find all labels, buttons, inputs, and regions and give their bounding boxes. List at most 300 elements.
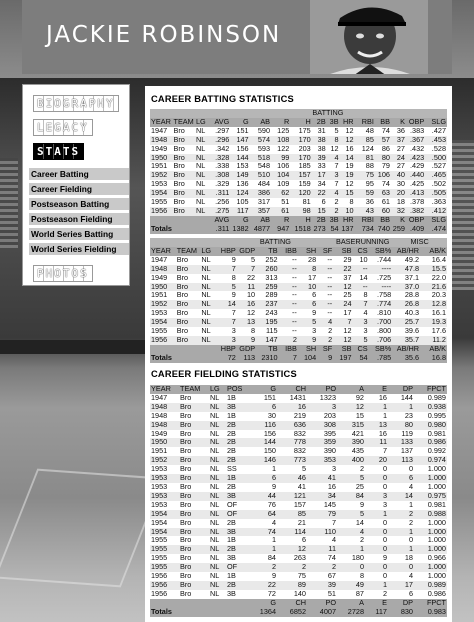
table-cell: 88: [365, 162, 374, 171]
table-cell: NL: [210, 465, 220, 474]
column-header: SB%: [369, 247, 393, 256]
table-cell: 5: [337, 510, 365, 519]
table-cell: 13: [365, 421, 388, 430]
table-cell: 1954: [150, 510, 179, 519]
table-cell: .423: [406, 154, 425, 163]
column-header: RBI: [355, 216, 375, 225]
column-header: IBB: [279, 247, 298, 256]
nav-legacy[interactable]: LEGACY: [33, 119, 93, 136]
table-cell: 20.3: [431, 291, 446, 300]
table-cell: 2B: [227, 429, 236, 438]
table-cell: 156: [236, 144, 249, 153]
table-cell: Bro: [179, 528, 209, 537]
table-cell: 8: [298, 265, 317, 274]
table-cell: 0: [408, 536, 413, 545]
table-cell: 30: [267, 411, 276, 420]
table-cell: Bro: [180, 465, 192, 474]
table-cell: 357: [250, 207, 271, 216]
table-cell: 203: [323, 411, 336, 420]
table-cell: 16.1: [431, 309, 446, 318]
table-cell: NL: [210, 482, 220, 491]
table-cell: NL: [200, 300, 217, 309]
table-cell: 1: [271, 536, 276, 545]
table-cell: 0: [408, 465, 413, 474]
totals-cell: 9: [317, 354, 333, 363]
column-header: GDP: [237, 247, 256, 256]
group-label: MISC: [392, 238, 447, 247]
table-cell: Bro: [180, 554, 192, 563]
nav-biography[interactable]: BIOGRAPHY: [33, 95, 119, 112]
table-cell: 51: [327, 589, 336, 598]
table-cell: Bro: [179, 438, 209, 447]
header-row: [150, 385, 447, 394]
column-header: E: [365, 385, 388, 394]
totals-cell: 197: [333, 354, 352, 363]
table-cell: NL: [209, 403, 226, 412]
table-cell: 49: [337, 581, 365, 590]
column-header: POS: [226, 385, 251, 394]
page-header: [22, 0, 452, 74]
table-cell: NL: [195, 207, 209, 216]
table-cell: 80: [375, 154, 391, 163]
group-label: BASERUNNING: [333, 238, 392, 247]
table-cell: 2: [317, 336, 333, 345]
nav-career-batting[interactable]: Career Batting: [29, 168, 129, 180]
table-cell: 32: [391, 207, 406, 216]
table-cell: 144: [230, 154, 249, 163]
table-cell: 37.0: [392, 283, 420, 292]
table-cell: 109: [277, 180, 290, 189]
column-header: SLG: [425, 216, 447, 225]
table-cell: 4: [408, 482, 413, 491]
table-row: [150, 136, 447, 145]
column-header: AB/HR: [392, 345, 420, 354]
column-header: SF: [317, 247, 333, 256]
table-cell: .297: [215, 126, 230, 135]
totals-cell: 734: [355, 225, 375, 234]
table-cell: 12: [345, 180, 354, 189]
table-cell: 2B: [226, 545, 251, 554]
table-cell: NL: [210, 572, 220, 581]
table-cell: 17: [343, 309, 352, 318]
column-header: BB: [375, 118, 391, 127]
table-cell: 590: [257, 126, 271, 135]
table-cell: 6: [251, 403, 277, 412]
table-cell: 25: [355, 482, 364, 491]
table-cell: 12: [345, 126, 354, 135]
table-cell: 2: [307, 563, 337, 572]
table-cell: OF: [226, 510, 251, 519]
table-cell: 289: [265, 291, 278, 300]
table-cell: 773: [277, 456, 307, 465]
group-header-row: [150, 238, 447, 247]
table-cell: 315: [337, 421, 365, 430]
table-cell: .432: [410, 144, 425, 153]
table-cell: 15.5: [420, 265, 447, 274]
table-cell: --: [327, 273, 333, 282]
table-cell: 1953: [151, 482, 168, 491]
table-cell: 4: [337, 528, 365, 537]
career-fielding-table: [150, 385, 447, 617]
table-row: [150, 180, 447, 189]
table-row: [150, 438, 447, 447]
page-title: JACKIE ROBINSON: [46, 22, 282, 48]
table-cell: NL: [201, 327, 211, 336]
table-cell: 31: [317, 126, 326, 135]
table-cell: 1948: [150, 265, 176, 274]
table-cell: 30: [396, 180, 405, 189]
table-cell: 16: [237, 300, 256, 309]
table-cell: 2: [334, 198, 339, 207]
table-cell: 41: [307, 474, 337, 483]
table-cell: NL: [201, 273, 211, 282]
column-header: PO: [307, 385, 337, 394]
table-cell: 1948: [150, 403, 179, 412]
column-header: R: [271, 216, 290, 225]
table-cell: NL: [209, 581, 226, 590]
table-cell: 80: [388, 421, 414, 430]
table-cell: NL: [195, 198, 206, 207]
table-cell: 0.980: [414, 421, 447, 430]
table-cell: 484: [257, 180, 271, 189]
table-cell: .502: [431, 180, 446, 189]
table-cell: 1947: [151, 126, 168, 135]
table-cell: 9: [231, 291, 236, 300]
table-cell: NL: [200, 283, 217, 292]
table-row: [150, 563, 447, 572]
table-cell: 1B: [227, 393, 236, 402]
table-cell: 16: [277, 403, 307, 412]
table-cell: 79: [381, 162, 390, 171]
table-cell: NL: [201, 255, 211, 264]
table-cell: .367: [406, 136, 425, 145]
column-header: OBP: [406, 118, 425, 127]
table-cell: 12: [337, 403, 365, 412]
table-cell: 1.000: [427, 572, 446, 581]
table-cell: 25.7: [392, 318, 420, 327]
table-cell: 115: [265, 327, 278, 336]
table-cell: NL: [200, 336, 217, 345]
table-cell: 11.2: [420, 336, 447, 345]
table-cell: 1955: [151, 198, 168, 207]
table-cell: 0.975: [414, 492, 447, 501]
table-cell: --: [292, 309, 297, 318]
table-cell: 17: [312, 171, 327, 180]
column-header: H: [290, 118, 311, 127]
column-header: SB: [333, 247, 352, 256]
table-cell: NL: [195, 126, 206, 135]
table-cell: .311: [209, 189, 230, 198]
table-cell: 5: [218, 283, 237, 292]
table-cell: 39: [307, 581, 337, 590]
table-cell: 243: [265, 309, 278, 318]
table-cell: 74: [381, 180, 390, 189]
nav-postseason-batting[interactable]: Postseason Batting: [29, 198, 129, 210]
table-cell: 0: [365, 474, 388, 483]
totals-label: Totals: [150, 225, 209, 234]
table-cell: 104: [271, 171, 290, 180]
table-cell: 0.974: [414, 456, 447, 465]
table-cell: 1B: [226, 474, 251, 483]
table-cell: 40: [391, 171, 406, 180]
table-cell: Bro: [172, 154, 194, 163]
table-cell: 0: [382, 482, 387, 491]
table-cell: NL: [195, 154, 209, 163]
table-cell: ----: [369, 265, 393, 274]
table-cell: --: [317, 283, 333, 292]
spacer: [150, 345, 218, 354]
table-cell: 3: [231, 327, 236, 336]
table-cell: .363: [431, 198, 446, 207]
table-cell: 156: [263, 429, 276, 438]
table-cell: Bro: [179, 403, 209, 412]
table-cell: Bro: [176, 336, 201, 345]
table-cell: 252: [265, 255, 278, 264]
table-cell: 5: [298, 318, 317, 327]
table-cell: 35.7: [392, 336, 420, 345]
table-cell: .296: [209, 136, 230, 145]
table-row: [150, 519, 447, 528]
table-row: [150, 572, 447, 581]
table-cell: 1: [388, 403, 414, 412]
table-cell: 5: [353, 336, 369, 345]
table-cell: 5: [334, 126, 339, 135]
table-cell: 106: [277, 162, 290, 171]
table-cell: 2: [359, 465, 364, 474]
table-cell: 1948: [150, 136, 172, 145]
spacer: [150, 599, 251, 608]
table-cell: 185: [298, 162, 311, 171]
table-cell: .256: [215, 198, 230, 207]
nav-postseason-fielding[interactable]: Postseason Fielding: [29, 213, 129, 225]
table-cell: 0.981: [427, 429, 446, 438]
table-cell: 26.8: [392, 300, 420, 309]
totals-cell: 54: [327, 225, 340, 234]
table-row: [150, 162, 447, 171]
column-header: LG: [195, 118, 209, 127]
column-header: PO: [307, 599, 337, 608]
totals-cell: .785: [369, 354, 393, 363]
totals-cell: 273: [313, 224, 326, 233]
table-cell: 1955: [151, 327, 168, 336]
table-cell: 46: [277, 474, 307, 483]
table-cell: 260: [256, 265, 279, 274]
table-cell: 64: [251, 510, 277, 519]
table-cell: 7: [218, 318, 237, 327]
table-cell: 636: [277, 421, 307, 430]
table-row: [150, 318, 447, 327]
table-cell: NL: [209, 456, 226, 465]
table-cell: 117: [230, 207, 249, 216]
table-row: [150, 283, 447, 292]
table-row: [150, 536, 447, 545]
table-cell: 133: [388, 438, 414, 447]
table-cell: .725: [377, 273, 392, 282]
table-cell: 1: [251, 545, 277, 554]
table-cell: 3: [365, 492, 388, 501]
table-cell: .308: [209, 171, 230, 180]
table-cell: 116: [251, 421, 277, 430]
nav-world-series-batting[interactable]: World Series Batting: [29, 228, 129, 240]
table-cell: Bro: [176, 283, 201, 292]
table-cell: --: [327, 255, 333, 264]
table-cell: 1955: [150, 563, 179, 572]
group-spacer: [150, 109, 209, 118]
nav-world-series-fielding[interactable]: World Series Fielding: [29, 243, 129, 255]
table-cell: 29: [343, 255, 352, 264]
table-cell: 81: [302, 198, 311, 207]
table-cell: Bro: [173, 162, 185, 171]
table-cell: 37: [391, 136, 406, 145]
column-header: AB/HR: [392, 247, 420, 256]
table-cell: 7: [237, 265, 256, 274]
column-header: AB/K: [420, 345, 447, 354]
table-row: [150, 265, 447, 274]
table-cell: 9: [298, 336, 317, 345]
table-cell: 67: [327, 572, 336, 581]
table-cell: Bro: [179, 581, 209, 590]
table-cell: 7: [333, 318, 352, 327]
table-cell: 145: [323, 500, 336, 509]
table-cell: .275: [209, 207, 230, 216]
table-row: [150, 300, 447, 309]
table-cell: NL: [210, 447, 220, 456]
table-cell: 38: [317, 144, 326, 153]
column-header: SF: [317, 345, 333, 354]
table-cell: 0.995: [427, 411, 446, 420]
table-cell: .527: [431, 162, 446, 171]
column-header: BB: [375, 216, 391, 225]
table-cell: 4: [327, 154, 340, 163]
table-cell: NL: [201, 291, 211, 300]
table-cell: Bro: [176, 291, 189, 300]
table-cell: Bro: [180, 518, 192, 527]
table-cell: 219: [293, 411, 306, 420]
table-cell: 20: [365, 456, 388, 465]
column-header: CS: [353, 345, 369, 354]
column-header: R: [271, 118, 290, 127]
column-header: LG: [209, 385, 226, 394]
table-cell: 3B: [226, 403, 251, 412]
table-cell: 259: [256, 283, 279, 292]
table-cell: 110: [307, 528, 337, 537]
column-header: TEAM: [176, 247, 201, 256]
table-cell: 237: [256, 300, 279, 309]
table-cell: NL: [200, 318, 217, 327]
table-cell: Bro: [180, 482, 192, 491]
totals-header-row: [150, 599, 447, 608]
table-cell: 85: [355, 136, 375, 145]
table-cell: 74: [251, 528, 277, 537]
table-row: [150, 483, 447, 492]
table-cell: 0: [365, 563, 388, 572]
table-cell: .706: [369, 336, 393, 345]
table-cell: 33: [317, 162, 326, 171]
table-cell: 5: [337, 474, 365, 483]
table-cell: 124: [230, 189, 249, 198]
totals-cell: .311: [209, 225, 230, 234]
nav-stats[interactable]: STATS: [33, 143, 84, 160]
table-cell: Bro: [179, 563, 209, 572]
totals-header-row: [150, 345, 447, 354]
nav-career-fielding[interactable]: Career Fielding: [29, 183, 129, 195]
table-cell: 3: [327, 171, 340, 180]
table-cell: 14: [340, 154, 355, 163]
table-cell: 0: [365, 545, 388, 554]
totals-header-row: [150, 216, 447, 225]
table-cell: --: [327, 291, 333, 300]
table-cell: 86: [381, 144, 390, 153]
table-cell: 1B: [227, 536, 236, 545]
header-row: [150, 247, 447, 256]
column-header: FPCT: [414, 385, 447, 394]
table-cell: 14: [355, 518, 364, 527]
table-cell: 27: [396, 162, 405, 171]
table-cell: 9: [359, 500, 364, 509]
table-cell: 12: [330, 144, 339, 153]
table-cell: 5: [251, 255, 256, 264]
table-cell: Bro: [172, 207, 194, 216]
column-header: G: [251, 599, 277, 608]
column-header: E: [365, 599, 388, 608]
table-cell: 147: [230, 136, 249, 145]
table-cell: --: [353, 265, 369, 274]
table-cell: --: [292, 291, 297, 300]
table-cell: 4: [327, 189, 340, 198]
totals-cell: .474: [425, 225, 447, 234]
totals-cell: 1518: [290, 225, 311, 234]
table-cell: 2: [328, 327, 333, 336]
nav-photos[interactable]: PHOTOS: [33, 265, 93, 282]
table-row: [150, 554, 447, 563]
table-cell: 24: [333, 300, 352, 309]
table-row: [150, 590, 447, 599]
totals-cell: 113: [237, 354, 256, 363]
table-cell: 28: [308, 255, 317, 264]
table-row: [150, 327, 447, 336]
table-cell: Bro: [173, 180, 185, 189]
table-row: [150, 274, 447, 283]
table-cell: 1951: [151, 447, 168, 456]
table-cell: 1: [365, 581, 388, 590]
table-cell: 57: [375, 136, 391, 145]
table-cell: 12: [340, 136, 355, 145]
table-cell: Bro: [173, 198, 185, 207]
table-cell: 16.4: [431, 255, 446, 264]
table-cell: 15: [340, 189, 355, 198]
table-cell: Bro: [180, 536, 192, 545]
table-cell: 548: [257, 162, 271, 171]
table-cell: Bro: [176, 309, 189, 318]
column-header: AB/K: [420, 247, 447, 256]
table-cell: NL: [195, 144, 206, 153]
totals-cell: 4877: [250, 225, 271, 234]
table-cell: 1.000: [414, 563, 447, 572]
totals-cell: 1382: [230, 225, 249, 234]
table-cell: 6: [298, 300, 317, 309]
table-cell: 2: [327, 207, 340, 216]
table-cell: 61: [271, 207, 290, 216]
table-cell: 37.1: [404, 273, 420, 282]
table-cell: 593: [257, 144, 271, 153]
table-cell: --: [279, 300, 298, 309]
table-cell: NL: [209, 528, 226, 537]
table-cell: --: [327, 309, 333, 318]
table-cell: 175: [298, 126, 311, 135]
table-cell: 1.000: [414, 545, 447, 554]
table-cell: Bro: [180, 500, 192, 509]
table-cell: Bro: [180, 589, 192, 598]
